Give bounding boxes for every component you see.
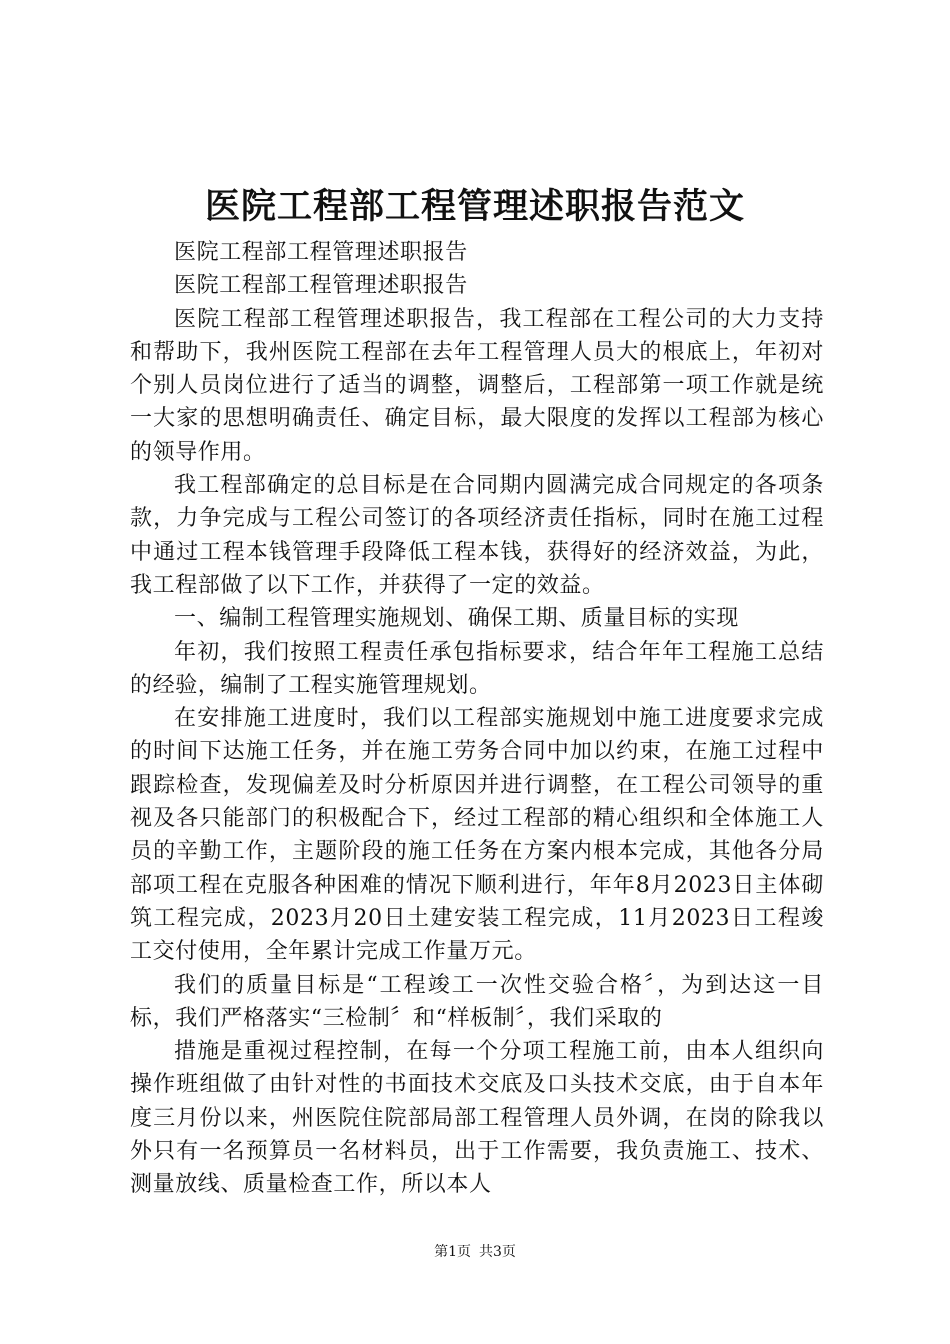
body-paragraph: 我们的质量目标是“工程竣工一次性交验合格〞，为到达这一目标，我们严格落实“三检制〞和“样板制〞，我们采取的: [130, 972, 824, 1031]
body-paragraph: 措施是重视过程控制，在每一个分项工程施工前，由本人组织向操作班组做了由针对性的书面技术交底及口头技术交底，由于自本年度三月份以来，州医院住院部局部工程管理人员外调，在岗的除我以外只有一名预算员一名材料员，出于工作需要，我负责施工、技术、测量放线、质量检查工作，所以本人: [130, 1039, 824, 1198]
page-total: 共3页: [479, 1244, 516, 1260]
subtitle-line: 医院工程部工程管理述职报告: [174, 273, 468, 299]
document-body: [130, 236, 824, 1202]
page-number: 第1页: [434, 1244, 471, 1260]
section-heading: 一、编制工程管理实施规划、确保工期、质量目标的实现: [174, 606, 740, 632]
page-footer: [0, 1242, 950, 1262]
body-paragraph: 年初，我们按照工程责任承包指标要求，结合年年工程施工总结的经验，编制了工程实施管理规划。: [130, 639, 824, 698]
body-paragraph: 在安排施工进度时，我们以工程部实施规划中施工进度要求完成的时间下达施工任务，并在施工劳务合同中加以约束，在施工过程中跟踪检查，发现偏差及时分析原因并进行调整，在工程公司领导的重视及各只能部门的积极配合下，经过工程部的精心组织和全体施工人员的辛勤工作，主题阶段的施工任务在方案内根本完成，其他各分局部项工程在克服各种困难的情况下顺利进行，年年8月2023日主体砌筑工程完成，2023月20日土建安装工程完成，11月2023日工程竣工交付使用，全年累计完成工作量万元。: [130, 706, 824, 965]
body-paragraph: 我工程部确定的总目标是在合同期内圆满完成合同规定的各项条款，力争完成与工程公司签订的各项经济责任指标，同时在施工过程中通过工程本钱管理手段降低工程本钱，获得好的经济效益，为此，我工程部做了以下工作，并获得了一定的效益。: [130, 473, 824, 598]
body-paragraph: 医院工程部工程管理述职报告，我工程部在工程公司的大力支持和帮助下，我州医院工程部在去年工程管理人员大的根底上，年初对个别人员岗位进行了适当的调整，调整后，工程部第一项工作就是统一大家的思想明确责任、确定目标，最大限度的发挥以工程部为核心的领导作用。: [130, 306, 824, 465]
subtitle-line: 医院工程部工程管理述职报告: [174, 240, 468, 265]
document-title: 医院工程部工程管理述职报告范文: [204, 187, 745, 227]
